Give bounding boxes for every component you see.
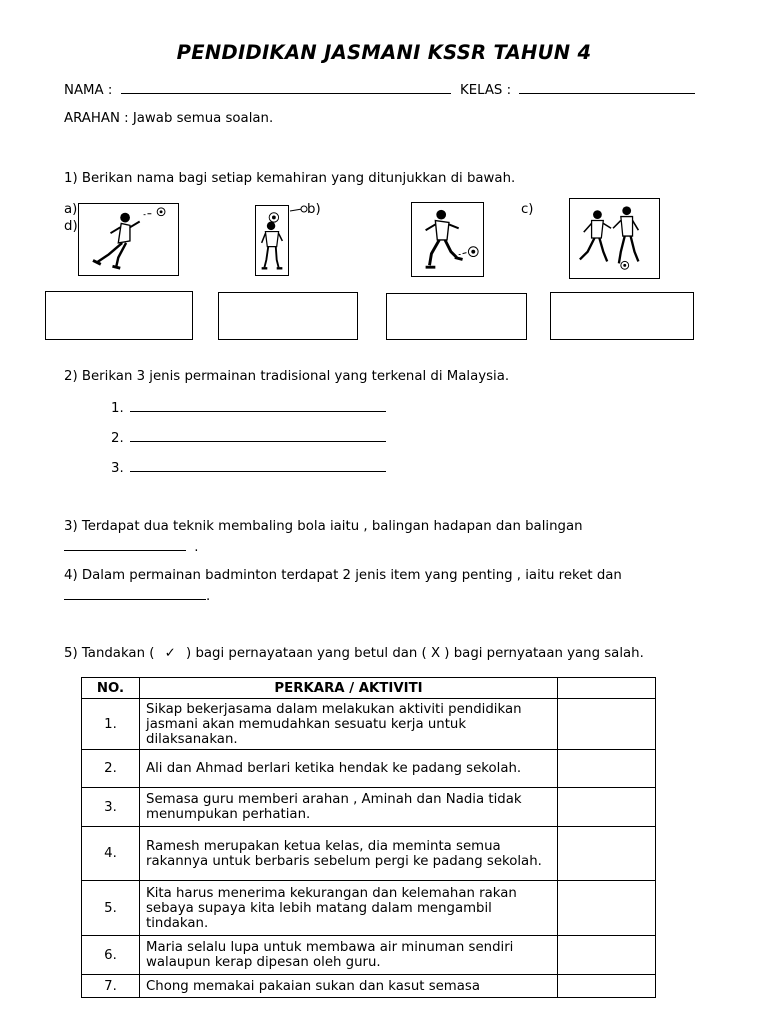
q2-text: 2) Berikan 3 jenis permainan tradisional yang terkenal di Malaysia.: [64, 369, 510, 384]
page-title: PENDIDIKAN JASMANI KSSR TAHUN 4: [176, 41, 592, 64]
row-answer-cell[interactable]: [558, 750, 656, 788]
row-answer-cell[interactable]: [558, 881, 656, 936]
row-answer-cell[interactable]: [558, 975, 656, 998]
q4-answer-line[interactable]: [64, 588, 206, 600]
table-row: [82, 827, 656, 881]
row-answer-cell[interactable]: [558, 827, 656, 881]
kicking-player-icon: [78, 203, 179, 276]
header-answer: [558, 678, 656, 699]
row-statement: Chong memakai pakaian sukan dan kasut semasa: [140, 975, 558, 998]
q5-text-b: ) bagi pernayataan yang betul dan ( X ) bagi pernyataan yang salah.: [186, 646, 644, 661]
row-statement: Maria selalu lupa untuk membawa air minuman sendiri walaupun kerap dipesan oleh guru.: [140, 936, 558, 975]
header-perkara: PERKARA / AKTIVITI: [140, 678, 558, 699]
dribbling-player-icon: [411, 202, 484, 277]
row-number: 6.: [82, 936, 140, 975]
q5-text-a: 5) Tandakan (: [64, 646, 155, 661]
q3-answer-row: [64, 539, 198, 555]
table-row: [82, 975, 656, 998]
q5-text: [64, 646, 644, 661]
heading-player-icon: [255, 205, 289, 276]
q3-end: .: [194, 540, 199, 555]
q1-text: 1) Berikan nama bagi setiap kemahiran yang ditunjukkan di bawah.: [64, 171, 516, 186]
q1-label-a: a): [64, 202, 78, 217]
q2-answer-line-2[interactable]: [130, 430, 386, 442]
row-number: 5.: [82, 881, 140, 936]
row-answer-cell[interactable]: [558, 936, 656, 975]
two-players-icon: [569, 198, 660, 279]
q3-answer-line[interactable]: [64, 539, 186, 551]
q2-item-2: [111, 430, 386, 446]
q1-answer-box-d[interactable]: [550, 292, 694, 340]
q2-item-number: 2.: [111, 431, 124, 446]
row-statement: Sikap bekerjasama dalam melakukan aktiviti pendidikan jasmani akan memudahkan sesuatu kerja untuk dilaksanakan.: [140, 699, 558, 750]
q4-end: .: [206, 589, 211, 604]
row-statement: Ali dan Ahmad berlari ketika hendak ke padang sekolah.: [140, 750, 558, 788]
row-number: 1.: [82, 699, 140, 750]
arahan-text: ARAHAN : Jawab semua soalan.: [64, 111, 274, 126]
nama-field[interactable]: [121, 82, 451, 94]
row-answer-cell[interactable]: [558, 699, 656, 750]
q1-answer-box-b[interactable]: [218, 292, 358, 340]
q1-label-b: b): [307, 202, 321, 217]
table-row: [82, 788, 656, 827]
table-row: [82, 699, 656, 750]
q1-label-d: d): [64, 219, 78, 234]
nama-label: NAMA :: [64, 83, 113, 98]
table-row: [82, 881, 656, 936]
q2-answer-line-3[interactable]: [130, 460, 386, 472]
table-row: [82, 750, 656, 788]
row-statement: Ramesh merupakan ketua kelas, dia meminta semua rakannya untuk berbaris sebelum pergi ke padang sekolah.: [140, 827, 558, 881]
heading-ball-icon: [288, 205, 308, 215]
q1-answer-box-c[interactable]: [386, 293, 527, 340]
q2-item-3: [111, 460, 386, 476]
q2-answer-line-1[interactable]: [130, 400, 386, 412]
q3-text: 3) Terdapat dua teknik membaling bola iaitu , balingan hadapan dan balingan: [64, 519, 583, 534]
row-number: 4.: [82, 827, 140, 881]
table-row: [82, 936, 656, 975]
q1-label-c: c): [521, 202, 534, 217]
q4-text: 4) Dalam permainan badminton terdapat 2 jenis item yang penting , iaitu reket dan: [64, 568, 622, 583]
q2-item-number: 1.: [111, 401, 124, 416]
check-mark-icon: ✓: [164, 646, 176, 661]
table-header-row: [82, 678, 656, 699]
header-no: NO.: [82, 678, 140, 699]
q1-answer-box-a[interactable]: [45, 291, 193, 340]
row-number: 3.: [82, 788, 140, 827]
q2-item-1: [111, 400, 386, 416]
row-number: 2.: [82, 750, 140, 788]
nama-row: [64, 82, 451, 98]
row-statement: Kita harus menerima kekurangan dan kelemahan rakan sebaya supaya kita lebih matang dalam mengambil tindakan.: [140, 881, 558, 936]
q4-answer-row: [64, 588, 210, 604]
kelas-field[interactable]: [519, 82, 695, 94]
kelas-label: KELAS :: [460, 83, 512, 98]
row-answer-cell[interactable]: [558, 788, 656, 827]
q2-item-number: 3.: [111, 461, 124, 476]
row-statement: Semasa guru memberi arahan , Aminah dan Nadia tidak menumpukan perhatian.: [140, 788, 558, 827]
kelas-row: [460, 82, 695, 98]
statement-table: [81, 677, 656, 998]
row-number: 7.: [82, 975, 140, 998]
